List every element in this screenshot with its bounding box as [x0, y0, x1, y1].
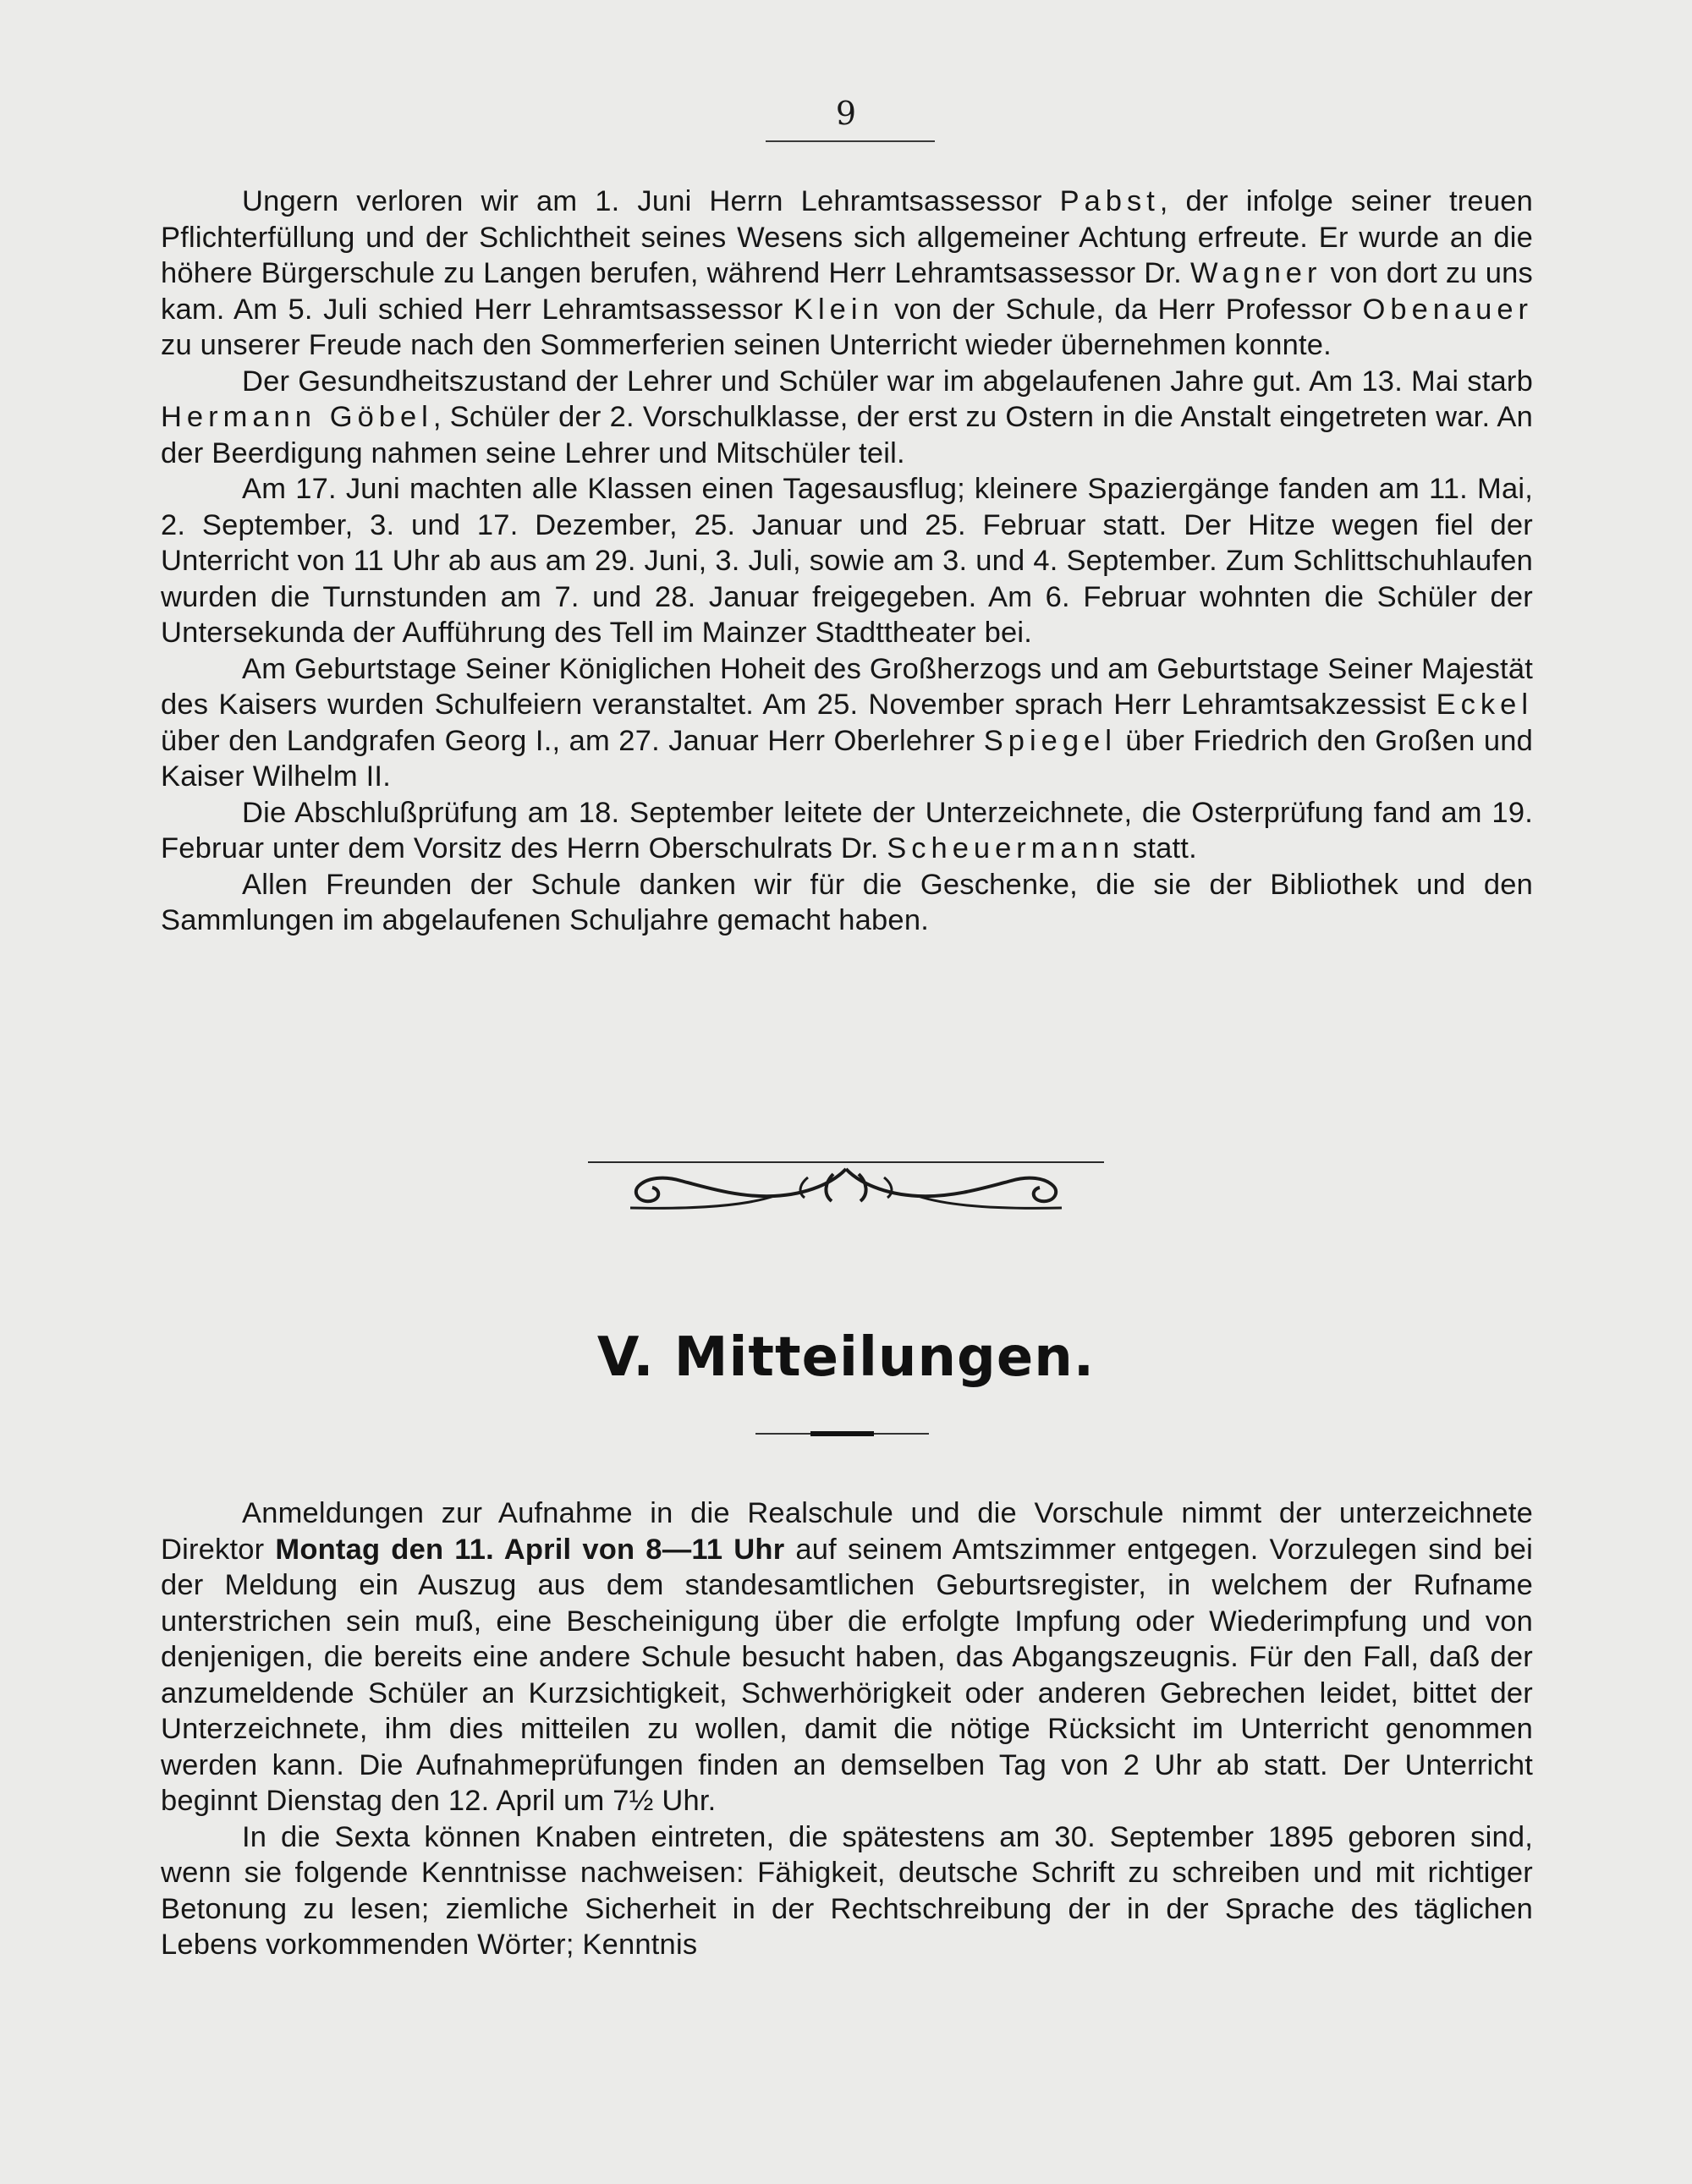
text-run: über den Landgrafen Georg I., am 27. Januar Herr Oberlehrer: [161, 724, 984, 757]
bold-date: Montag den 11. April von 8—11 Uhr: [275, 1533, 785, 1566]
text-run: über Friedrich den Großen und Kaiser Wilhelm II.: [161, 724, 1533, 793]
text-run: Der Gesundheitszustand der Lehrer und Schüler war im abgelaufenen Jahre gut. Am 13. Mai starb: [242, 365, 1533, 398]
section-heading: V. Mitteilungen.: [596, 1326, 1096, 1389]
text-run: , der infolge seiner treuen Pflichterfüllung und der Schlichtheit seines Wesens sich allgemeiner Achtung erfreute. Er wurde an die höhere Bürgerschule zu Langen berufen, während Herr Lehramtsassessor Dr.: [161, 185, 1533, 289]
spaced-name: Pabst: [1059, 185, 1160, 217]
spaced-name: Obenauer: [1362, 293, 1533, 326]
header-rule: [766, 140, 935, 142]
text-run: von dort zu uns kam. Am 5. Juli schied Herr Lehramtsassessor: [161, 257, 1533, 326]
decorative-flourish: [580, 1157, 1112, 1216]
paragraph-thanks: Allen Freunden der Schule danken wir für die Geschenke, die sie der Bibliothek und den Sammlungen im abgelaufenen Schuljahre gemacht haben.: [161, 868, 1533, 936]
text-run: auf seinem Amtszimmer entgegen. Vorzulegen sind bei der Meldung ein Auszug aus dem standesamtlichen Geburtsregister, in welchem der Rufname unterstrichen sein muß, eine Bescheinigung über die erfolgte Impfung oder Wiederimpfung und von denjenigen, die bereits eine andere Schule besucht haben, das Abgangszeugnis. Für den Fall, daß der anzumeldende Schüler an Kurzsichtigkeit, Schwerhörigkeit oder anderen Gebrechen leidet, bittet der Unterzeichnete, ihm dies mitteilen zu wollen, damit die nötige Rücksicht im Unterricht genommen werden kann. Die Aufnahmeprüfungen finden an demselben Tag von 2 Uhr ab statt. Der Unterricht beginnt Dienstag den 12. April um 7½ Uhr.: [161, 1533, 1533, 1817]
text-run: , Schüler der 2. Vorschulklasse, der erst zu Ostern in die Anstalt eingetreten war. An der Beerdigung nahmen seine Lehrer und Mitschüler teil.: [161, 401, 1534, 469]
text-run: Ungern verloren wir am 1. Juni Herrn Lehramtsassessor: [242, 185, 1060, 217]
paragraph-sexta-admission: In die Sexta können Knaben eintreten, die spätestens am 30. September 1895 geboren sind, wenn sie folgende Kenntnisse nachweisen: Fähigkeit, deutsche Schrift zu schreiben und mit richtiger Betonung zu lesen; ziemliche Sicherheit in der Rechtschreibung der in der Sprache des täglichen Lebens vorkommenden Wörter; Kenntnis: [161, 1820, 1533, 1961]
page-number: 9: [835, 95, 857, 132]
heading-rule: [755, 1429, 929, 1438]
paragraph-health: [161, 364, 1533, 472]
spaced-name: Eckel: [1436, 689, 1533, 721]
spaced-name: Hermann Göbel: [161, 401, 433, 433]
paragraph-celebrations: [161, 651, 1533, 795]
spaced-name: Wagner: [1189, 257, 1322, 289]
paragraph-examinations: [161, 795, 1533, 867]
spaced-name: Klein: [794, 293, 884, 326]
spaced-name: Scheuermann: [887, 832, 1125, 864]
text-run: von der Schule, da Herr Professor: [883, 293, 1363, 326]
paragraph-registration: [161, 1495, 1533, 1819]
text-run: Am Geburtstage Seiner Königlichen Hoheit des Großherzogs und am Geburtstage Seiner Majestät des Kaisers wurden Schulfeiern veranstaltet. Am 25. November sprach Herr Lehramtsakzessist: [161, 652, 1533, 721]
text-run: statt.: [1124, 832, 1197, 864]
announcements-section: [161, 1495, 1533, 1963]
paragraph-staff-changes: [161, 184, 1533, 364]
spaced-name: Spiegel: [983, 724, 1117, 757]
text-run: zu unserer Freude nach den Sommerferien seinen Unterricht wieder übernehmen konnte.: [161, 329, 1332, 361]
text-run: Die Abschlußprüfung am 18. September leitete der Unterzeichnete, die Osterprüfung fand am 19. Februar unter dem Vorsitz des Herrn Oberschulrats Dr.: [161, 796, 1533, 864]
chronicle-section: [161, 184, 1533, 939]
text-run: Anmeldungen zur Aufnahme in die Realschule und die Vorschule nimmt der unterzeichnete Direktor: [161, 1497, 1533, 1566]
paragraph-excursions: Am 17. Juni machten alle Klassen einen Tagesausflug; kleinere Spaziergänge fanden am 11. Mai, 2. September, 3. und 17. Dezember, 25. Januar und 25. Februar statt. Der Hitze wegen fiel der Unterricht von 11 Uhr ab aus am 29. Juni, 3. Juli, sowie am 3. und 4. September. Zum Schlittschuhlaufen wurden die Turnstunden am 7. und 28. Januar freigegeben. Am 6. Februar wohnten die Schüler der Untersekunda der Aufführung des Tell im Mainzer Stadttheater bei.: [161, 473, 1533, 649]
